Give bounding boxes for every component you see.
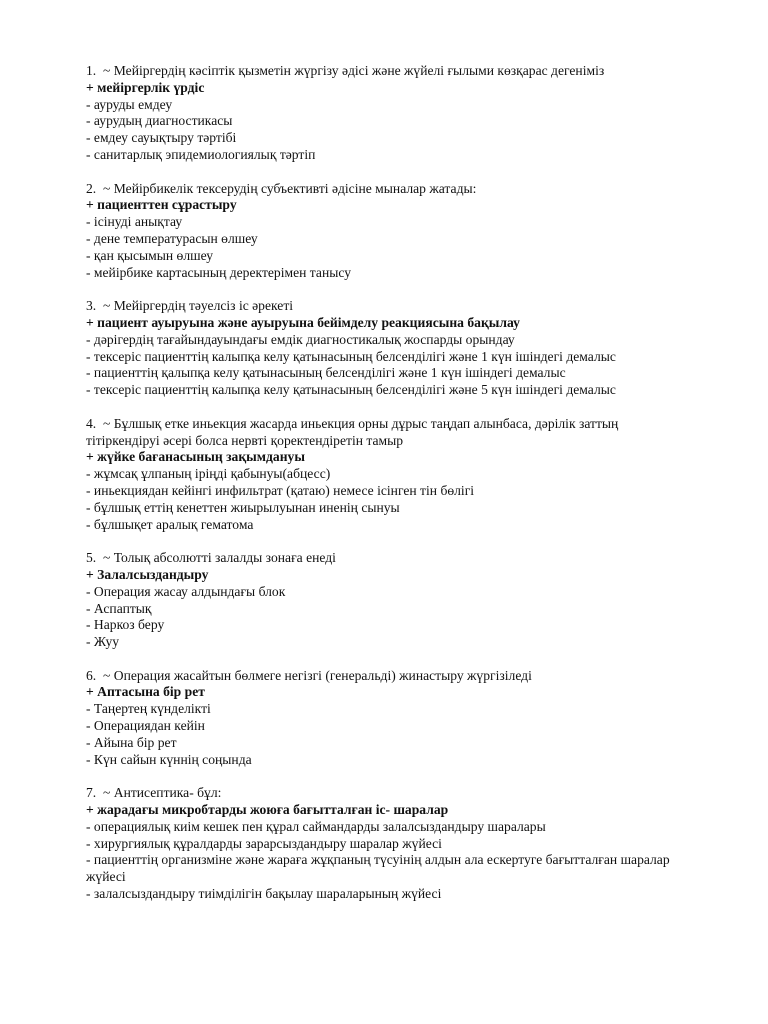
question-text <box>86 668 686 685</box>
correct-answer: + пациенттен сұрастыру <box>86 197 237 213</box>
question-number: 6. <box>86 667 97 683</box>
answer-option: - қан қысымын өлшеу <box>86 247 214 263</box>
correct-answer: + Аптасына бір рет <box>86 684 205 700</box>
question-body: ~ Мейірбикелік тексерудің субъективті әдісіне мыналар жатады: <box>103 180 477 196</box>
answer-option: - залалсыздандыру тиімділігін бақылау шараларының жүйесі <box>86 886 442 902</box>
question-number: 7. <box>86 785 97 801</box>
answer-option: - тексеріс пациенттің калыпқа келу қатынасының белсенділігі және 5 күн ішіндегі демалыс <box>86 382 616 398</box>
answer-option: - тексеріс пациенттің калыпқа келу қатынасының белсенділігі және 1 күн ішіндегі демалыс <box>86 348 616 364</box>
question-number: 1. <box>86 63 97 78</box>
question-body: ~ Мейіргердің кәсіптік қызметін жүргізу әдісі және жүйелі ғылыми көзқарас дегеніміз <box>103 63 605 78</box>
answer-option: - Наркоз беру <box>86 617 165 633</box>
question-body: ~ Бұлшық етке иньекция жасарда иньекция орны дұрыс таңдап алынбаса, дәрілік заттың тітіркендіруі әсері болса нервті қоректендіретін тамыр <box>86 415 619 448</box>
question-6 <box>86 668 686 769</box>
question-number: 2. <box>86 180 97 196</box>
answer-option: - Жуу <box>86 634 120 650</box>
answer-option: - бұлшықет аралық гематома <box>86 516 254 532</box>
correct-answer: + Залалсыздандыру <box>86 566 209 582</box>
answer-option: - санитарлық эпидемиологиялық тәртіп <box>86 146 316 162</box>
answer-option: - Айына бір рет <box>86 734 177 750</box>
answer-option: - мейірбике картасының деректерімен танысу <box>86 264 351 280</box>
answer-option: - дене температурасын өлшеу <box>86 230 258 246</box>
question-text <box>86 785 686 802</box>
question-7 <box>86 785 686 903</box>
answer-option: - пациенттің қалыпқа келу қатынасының белсенділігі және 1 күн ішіндегі демалыс <box>86 365 566 381</box>
answer-option: - хирургиялық құралдарды зарарсыздандыру шаралар жүйесі <box>86 835 442 851</box>
question-3 <box>86 298 686 399</box>
question-text <box>86 181 686 198</box>
answer-option: - аурудың диагностикасы <box>86 113 233 129</box>
answer-option: - Күн сайын күннің соңында <box>86 751 252 767</box>
correct-answer: + пациент ауыруына және ауыруына бейімделу реакциясына бақылау <box>86 314 520 330</box>
answer-option: - Аспаптық <box>86 600 152 616</box>
question-text <box>86 63 686 80</box>
answer-option: - емдеу сауықтыру тәртібі <box>86 130 237 146</box>
question-text <box>86 550 686 567</box>
document-page <box>86 63 686 920</box>
question-body: ~ Антисептика- бұл: <box>103 785 222 801</box>
answer-option: - Таңертең күнделікті <box>86 701 211 717</box>
correct-answer: + мейіргерлік үрдіс <box>86 79 205 95</box>
answer-option: - жұмсақ ұлпаның іріңді қабынуы(абцесс) <box>86 466 331 482</box>
answer-option: - дәрігердің тағайындауындағы емдік диагностикалық жоспарды орындау <box>86 331 515 347</box>
answer-option: - бұлшық еттің кенеттен жиырылуынан иненің сынуы <box>86 499 400 515</box>
question-body: ~ Толық абсолютті залалды зонаға енеді <box>103 550 336 566</box>
question-5 <box>86 550 686 651</box>
answer-option: - Операциядан кейін <box>86 718 205 734</box>
question-text <box>86 416 686 450</box>
question-4 <box>86 416 686 534</box>
question-body: ~ Операция жасайтын бөлмеге негізгі (генеральді) жинастыру жүргізіледі <box>103 667 532 683</box>
correct-answer: + жарадағы микробтарды жоюға бағытталған іс- шаралар <box>86 802 449 818</box>
answer-option: - ісінуді анықтау <box>86 214 183 230</box>
answer-option: - ауруды емдеу <box>86 96 173 112</box>
answer-option: - Операция жасау алдындағы блок <box>86 583 286 599</box>
question-body: ~ Мейіргердің тәуелсіз іс әрекеті <box>103 298 294 314</box>
question-text <box>86 298 686 315</box>
question-number: 5. <box>86 550 97 566</box>
question-2 <box>86 181 686 282</box>
correct-answer: + жүйке бағанасының зақымдануы <box>86 449 305 465</box>
answer-option: - иньекциядан кейінгі инфильтрат (қатаю) немесе ісінген тін бөлігі <box>86 482 475 498</box>
question-number: 4. <box>86 415 97 431</box>
question-number: 3. <box>86 298 97 314</box>
answer-option: - операциялық киім кешек пен құрал саймандарды залалсыздандыру шаралары <box>86 818 546 834</box>
answer-option: - пациенттің организміне және жараға жұқпаның түсуінің алдын ала ескертуге бағытталған шаралар жүйесі <box>86 852 670 885</box>
question-1 <box>86 63 686 164</box>
